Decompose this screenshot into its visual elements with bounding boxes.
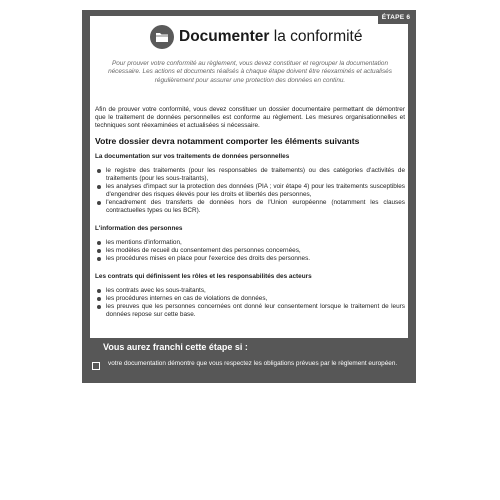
title-bold: Documenter <box>179 28 270 45</box>
bullet-icon <box>97 201 101 205</box>
title-text <box>179 28 362 46</box>
bullet-icon <box>97 289 101 293</box>
title-rest: la conformité <box>269 28 363 45</box>
checklist-item <box>92 360 402 370</box>
list-item <box>95 199 405 215</box>
bullet-icon <box>97 249 101 253</box>
body-content <box>95 106 405 319</box>
folder-icon <box>150 25 174 49</box>
checklist-text: votre documentation démontre que vous respectez les obligations prévues par le règlement européen. <box>108 360 398 367</box>
list-item-text: les preuves que les personnes concernées ont donné leur consentement lorsque le traitement de leurs données repose sur cette base. <box>106 302 405 318</box>
bullet-list <box>95 287 405 319</box>
list-item-text: le registre des traitements (pour les responsables de traitements) ou des catégories d'activités de traitements (pour les sous-traitants), <box>106 166 405 182</box>
bullet-icon <box>97 297 101 301</box>
bullet-icon <box>97 185 101 189</box>
bullet-list <box>95 239 405 263</box>
list-item <box>95 247 405 255</box>
footer-title: Vous aurez franchi cette étape si : <box>103 342 248 352</box>
list-item <box>95 239 405 247</box>
subsection-title: Les contrats qui définissent les rôles et les responsabilités des acteurs <box>95 272 312 280</box>
list-item-text: les mentions d'information, <box>106 238 182 246</box>
step-badge: ÉTAPE 6 <box>378 12 414 24</box>
bullet-list <box>95 167 405 215</box>
intro-paragraph: Afin de prouver votre conformité, vous devez constituer un dossier documentaire permettant de démontrer que le traitement de données personnelles est conforme au règlement. Les mesures organisationnelles et techniques sont réexaminées et actualisées si nécessaire. <box>95 106 405 129</box>
bullet-icon <box>97 169 101 173</box>
section-heading: Votre dossier devra notamment comporter les éléments suivants <box>95 136 360 146</box>
checkbox-icon <box>92 362 100 370</box>
list-item-text: les modèles de recueil du consentement des personnes concernées, <box>106 246 301 254</box>
list-item <box>95 295 405 303</box>
list-item-text: les analyses d'impact sur la protection des données (PIA ; voir étape 4) pour les traitements susceptibles d'engendrer des risques élevés pour les droits et libertés des personnes, <box>106 182 405 198</box>
bullet-icon <box>97 305 101 309</box>
subsection-title: L'information des personnes <box>95 224 183 232</box>
bullet-icon <box>97 241 101 245</box>
list-item <box>95 303 405 319</box>
list-item <box>95 167 405 183</box>
page-title <box>150 22 370 52</box>
list-item-text: les contrats avec les sous-traitants, <box>106 286 206 294</box>
list-item <box>95 183 405 199</box>
list-item-text: les procédures internes en cas de violations de données, <box>106 294 268 302</box>
list-item <box>95 287 405 295</box>
list-item <box>95 255 405 263</box>
bullet-icon <box>97 257 101 261</box>
list-item-text: les procédures mises en place pour l'exercice des droits des personnes. <box>106 254 311 262</box>
subsection-title: La documentation sur vos traitements de données personnelles <box>95 152 290 160</box>
intro-text: Pour prouver votre conformité au règlement, vous devez constituer et regrouper la documentation nécessaire. Les actions et documents réalisés à chaque étape doivent être réexaminés et actualisés régulièrement pour assurer une protection des données en continu. <box>108 60 392 84</box>
list-item-text: l'encadrement des transferts de données hors de l'Union européenne (notamment les clauses contractuelles types ou les BCR). <box>106 198 405 214</box>
